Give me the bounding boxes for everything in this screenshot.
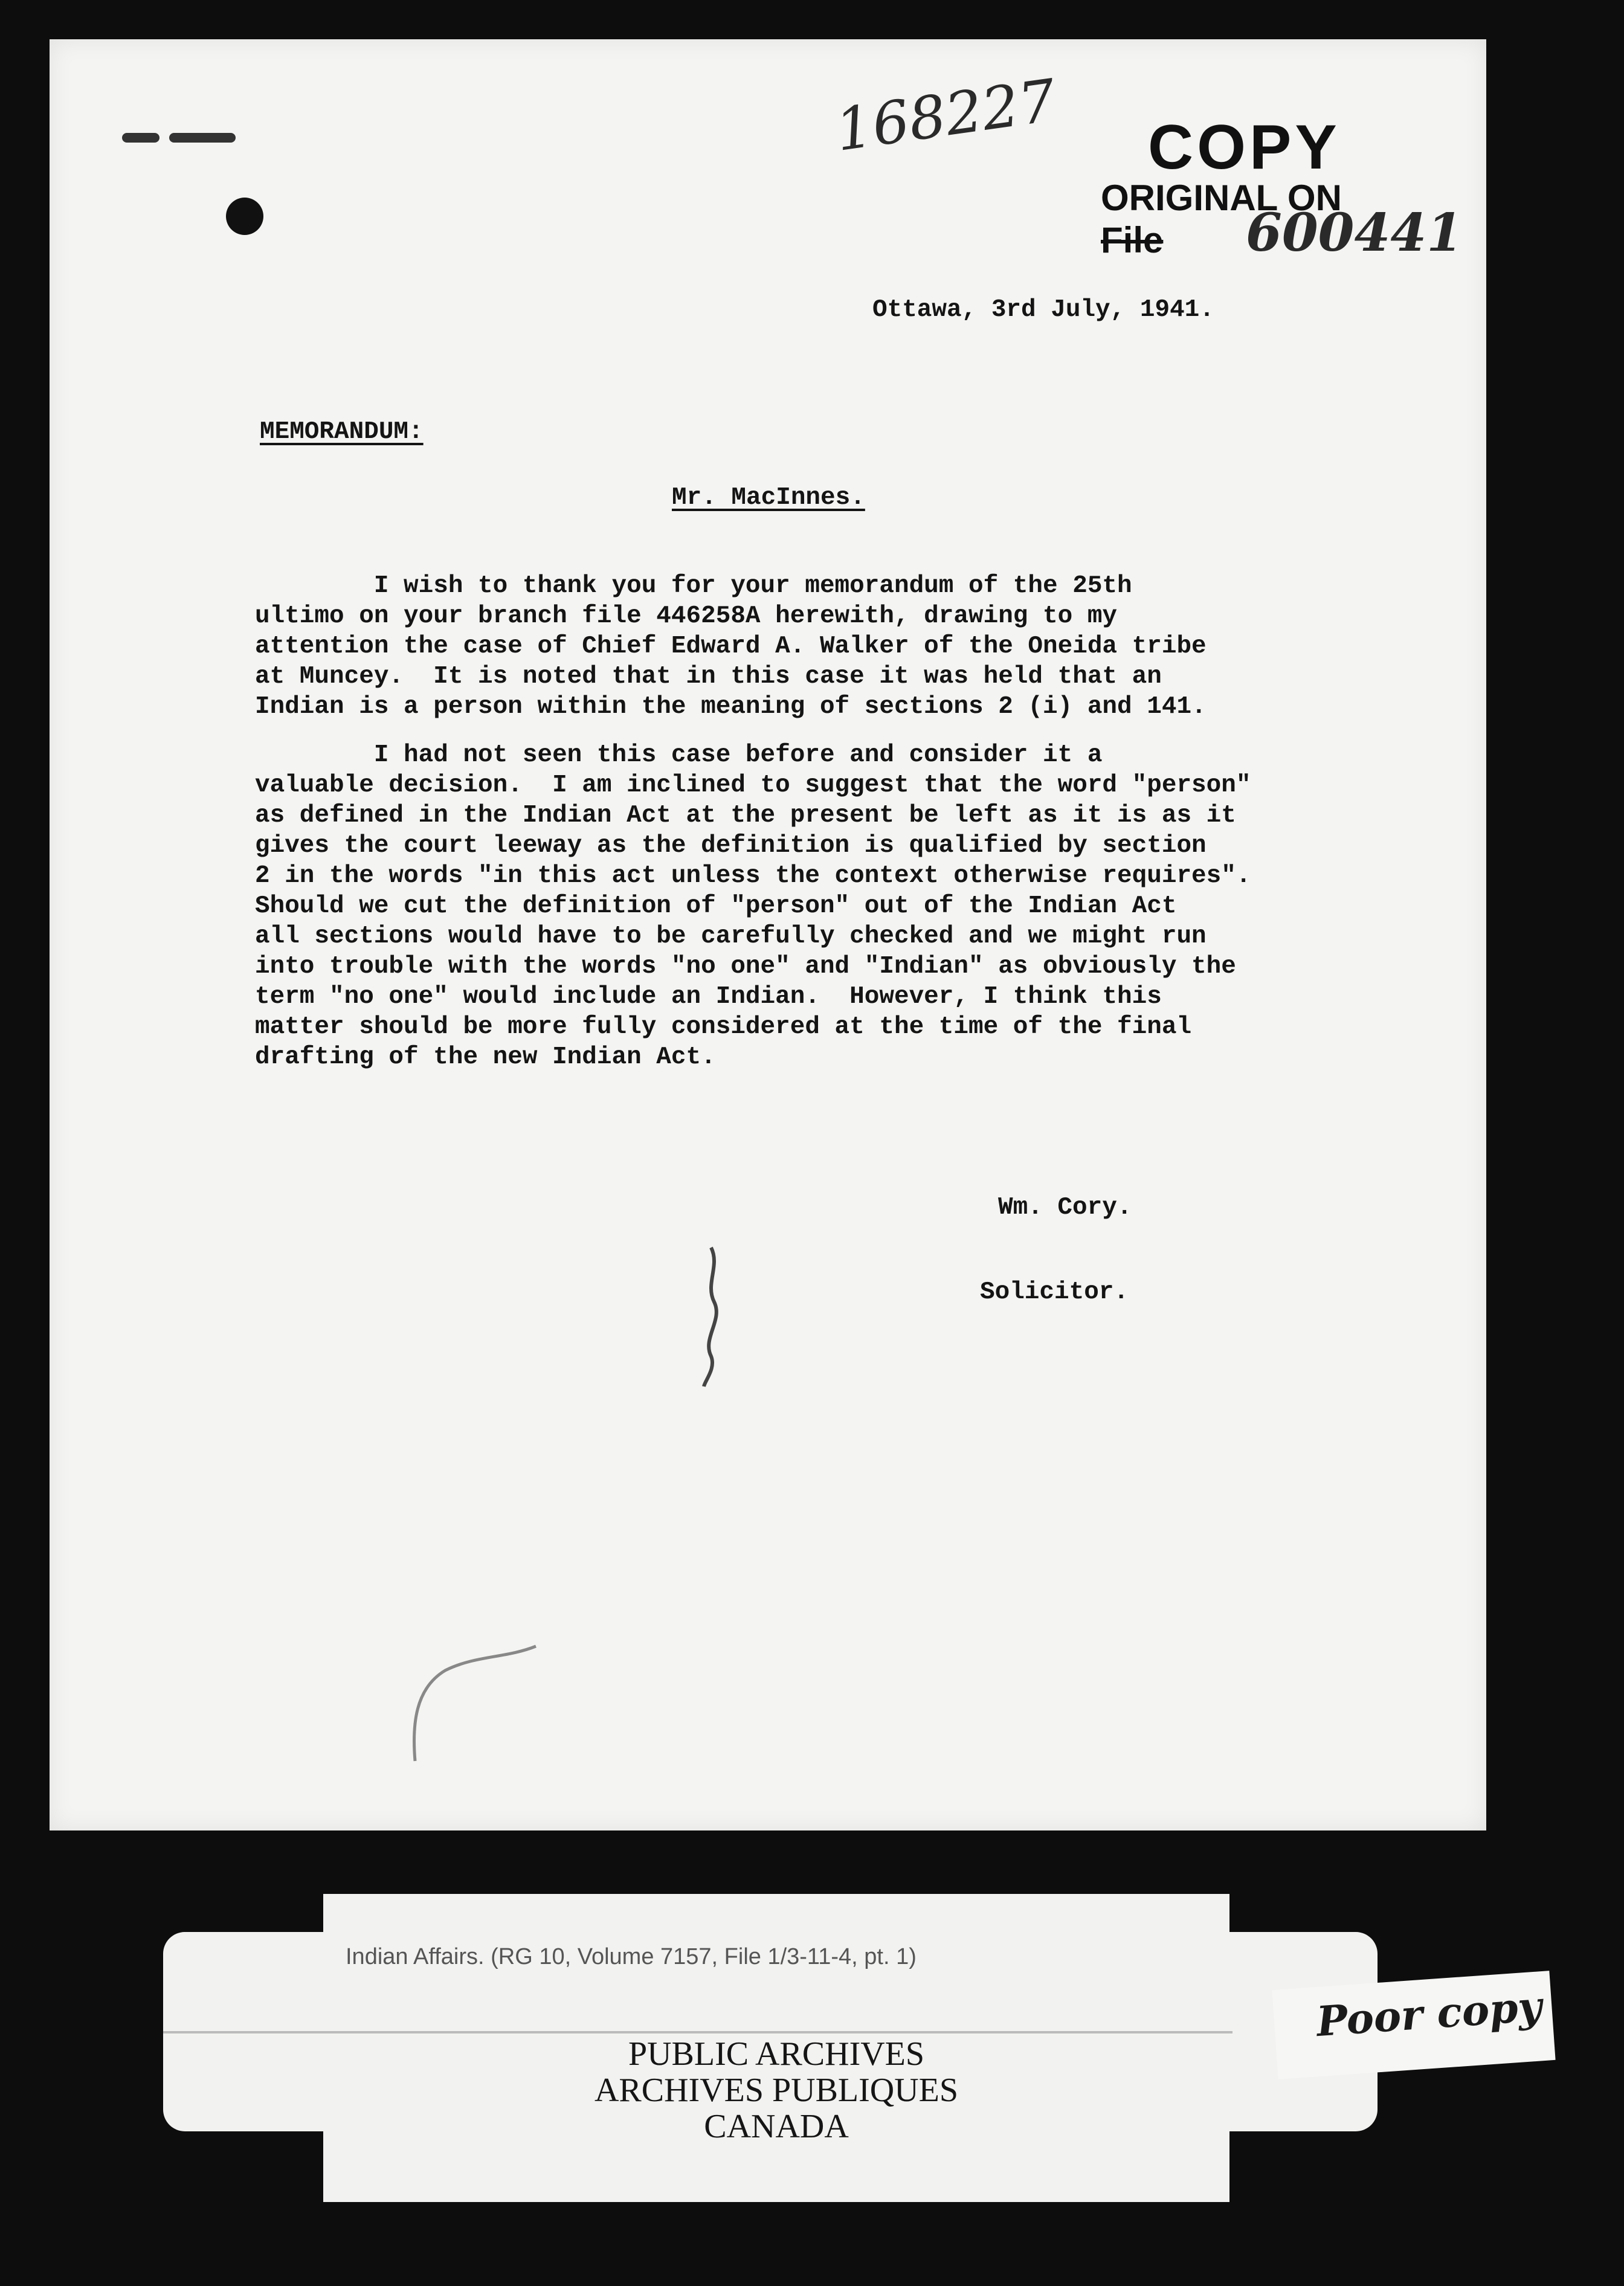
paragraph-line: 2 in the words "in this act unless the context otherwise requires". — [255, 862, 1251, 890]
paragraph-2 — [255, 740, 1451, 1072]
punch-mark-left — [122, 133, 160, 143]
paragraph-line: attention the case of Chief Edward A. Walker of the Oneida tribe — [255, 633, 1207, 660]
pen-mark — [687, 1241, 735, 1393]
archive-line-en: PUBLIC ARCHIVES — [628, 2035, 925, 2073]
punch-hole — [226, 198, 263, 235]
paragraph-line: drafting of the new Indian Act. — [255, 1043, 716, 1071]
signer-title: Solicitor. — [980, 1278, 1129, 1306]
poor-copy-note — [1272, 1971, 1555, 2079]
dateline: Ottawa, 3rd July, 1941. — [872, 296, 1214, 324]
stamp-file-number: 600441 — [1246, 202, 1463, 263]
archive-reference: Indian Affairs. (RG 10, Volume 7157, File 1/3-11-4, pt. 1) — [346, 1944, 917, 1969]
paragraph-line: gives the court leeway as the definition is qualified by section — [255, 832, 1207, 860]
pen-mark-lower — [403, 1634, 548, 1767]
paragraph-line: term "no one" would include an Indian. However, I think this — [255, 983, 1162, 1011]
paragraph-line: I had not seen this case before and consider it a — [255, 741, 1103, 769]
memo-heading: MEMORANDUM: — [260, 418, 424, 446]
paragraph-line: at Muncey. It is noted that in this case it was held that an — [255, 663, 1162, 691]
paragraph-line: I wish to thank you for your memorandum of the 25th — [255, 572, 1132, 600]
paragraph-line: ultimo on your branch file 446258A herewith, drawing to my — [255, 602, 1118, 630]
punch-mark-right — [169, 133, 236, 143]
paragraph-1 — [255, 571, 1451, 722]
archive-name — [323, 2036, 1229, 2145]
paragraph-line: into trouble with the words "no one" and "Indian" as obviously the — [255, 953, 1236, 980]
signature: Wm. Cory. — [998, 1194, 1132, 1222]
stamp-file-label: File — [1101, 220, 1164, 260]
paragraph-line: as defined in the Indian Act at the present be left as it is as it — [255, 802, 1236, 829]
paragraph-line: Indian is a person within the meaning of sections 2 (i) and 141. — [255, 693, 1207, 721]
memo-addressee: Mr. MacInnes. — [672, 484, 865, 512]
memo-page — [50, 39, 1486, 1830]
stamp-original-on-text: ORIGINAL ON — [1101, 178, 1342, 218]
archive-line-country: CANADA — [704, 2108, 849, 2145]
paragraph-line: valuable decision. I am inclined to suggest that the word "person" — [255, 771, 1251, 799]
paragraph-line: Should we cut the definition of "person" out of the Indian Act — [255, 892, 1177, 920]
stamp-copy-text: COPY — [1148, 112, 1341, 182]
paragraph-line: matter should be more fully considered at the time of the final — [255, 1013, 1192, 1041]
label-divider — [163, 2031, 1232, 2033]
archive-line-fr: ARCHIVES PUBLIQUES — [594, 2072, 959, 2109]
paragraph-line: all sections would have to be carefully checked and we might run — [255, 922, 1207, 950]
poor-copy-text: Poor copy — [1315, 1982, 1544, 2047]
handwritten-file-reference: 168227 — [831, 66, 1060, 164]
